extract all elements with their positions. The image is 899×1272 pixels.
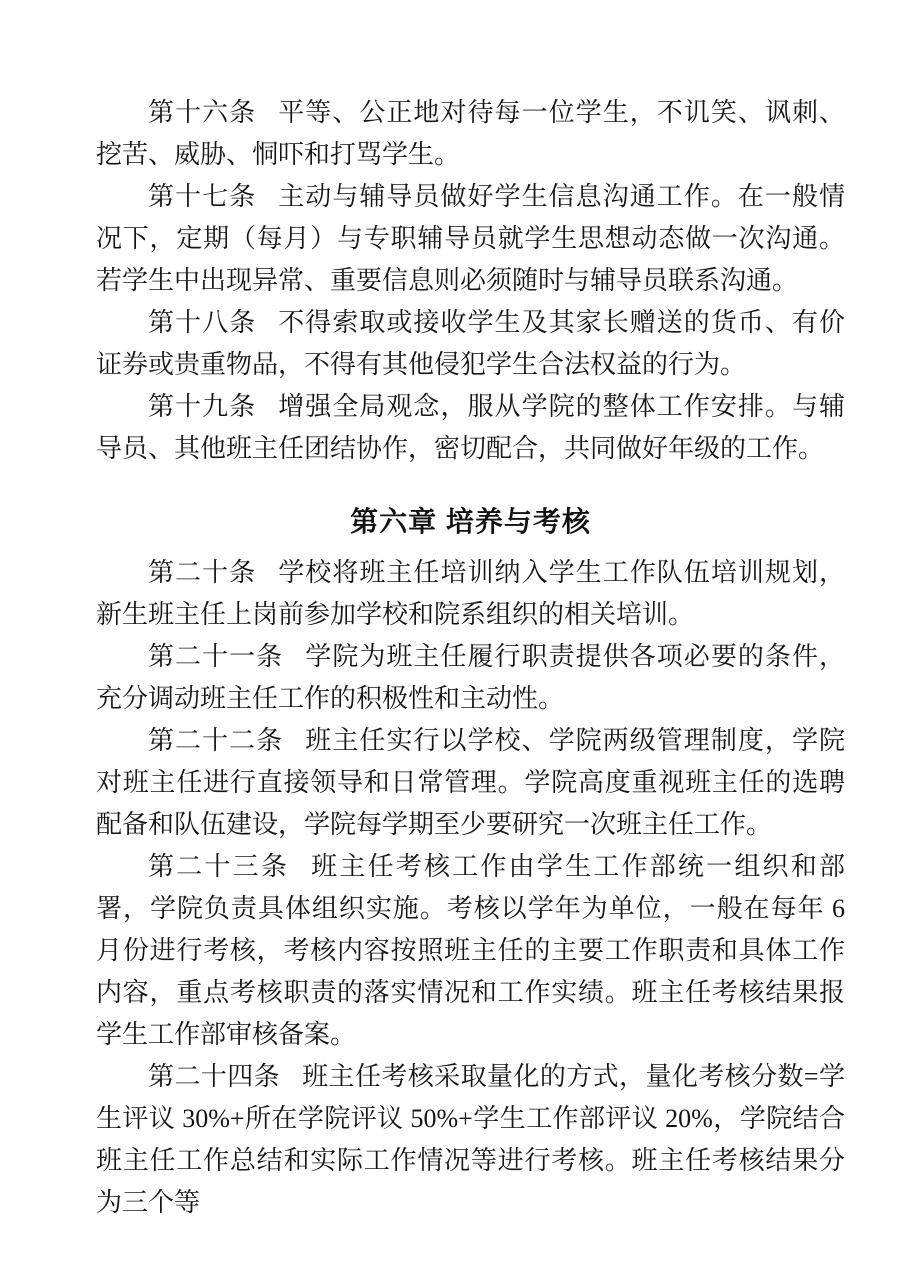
- article-16-number: 第十六条: [148, 98, 257, 127]
- article-20-text: 学校将班主任培训纳入学生工作队伍培训规划，新生班主任上岗前参加学校和院系组织的相关培训。: [96, 558, 845, 629]
- article-18-text: 不得索取或接收学生及其家长赠送的货币、有价证券或贵重物品，不得有其他侵犯学生合法权益的行为。: [96, 308, 845, 379]
- article-19-text: 增强全局观念，服从学院的整体工作安排。与辅导员、其他班主任团结协作，密切配合，共同做好年级的工作。: [96, 392, 845, 463]
- article-17-number: 第十七条: [148, 182, 257, 211]
- article-20-paragraph: [96, 552, 845, 636]
- article-21-paragraph: [96, 636, 845, 720]
- article-24-paragraph: [96, 1056, 845, 1224]
- article-19-paragraph: [96, 386, 845, 470]
- article-21-text: 学院为班主任履行职责提供各项必要的条件，充分调动班主任工作的积极性和主动性。: [96, 642, 845, 713]
- article-17-text: 主动与辅导员做好学生信息沟通工作。在一般情况下，定期（每月）与专职辅导员就学生思想动态做一次沟通。若学生中出现异常、重要信息则必须随时与辅导员联系沟通。: [96, 182, 845, 295]
- article-16-text: 平等、公正地对待每一位学生，不讥笑、讽刺、挖苦、威胁、恫吓和打骂学生。: [96, 98, 845, 169]
- article-17-paragraph: [96, 176, 845, 302]
- chapter-heading: 第六章 培养与考核: [350, 506, 591, 537]
- article-24-number: 第二十四条: [148, 1062, 281, 1091]
- article-22-text: 班主任实行以学校、学院两级管理制度，学院对班主任进行直接领导和日常管理。学院高度重视班主任的选聘配备和队伍建设，学院每学期至少要研究一次班主任工作。: [96, 726, 845, 839]
- article-23-number: 第二十三条: [148, 852, 290, 881]
- article-16-paragraph: [96, 92, 845, 176]
- article-22-number: 第二十二条: [148, 726, 284, 755]
- article-24-text: 班主任考核采取量化的方式，量化考核分数=学生评议 30%+所在学院评议 50%+学生工作部评议 20%，学院结合班主任工作总结和实际工作情况等进行考核。班主任考核结果分为三个等: [96, 1062, 845, 1217]
- article-18-paragraph: [96, 302, 845, 386]
- article-18-number: 第十八条: [148, 308, 257, 337]
- article-23-text: 班主任考核工作由学生工作部统一组织和部署，学院负责具体组织实施。考核以学年为单位，一般在每年 6 月份进行考核，考核内容按照班主任的主要工作职责和具体工作内容，重点考核职责的落实情况和工作实绩。班主任考核结果报学生工作部审核备案。: [96, 852, 845, 1049]
- article-23-paragraph: [96, 846, 845, 1056]
- article-21-number: 第二十一条: [148, 642, 284, 671]
- article-19-number: 第十九条: [148, 392, 257, 421]
- article-20-number: 第二十条: [148, 558, 257, 587]
- article-22-paragraph: [96, 720, 845, 846]
